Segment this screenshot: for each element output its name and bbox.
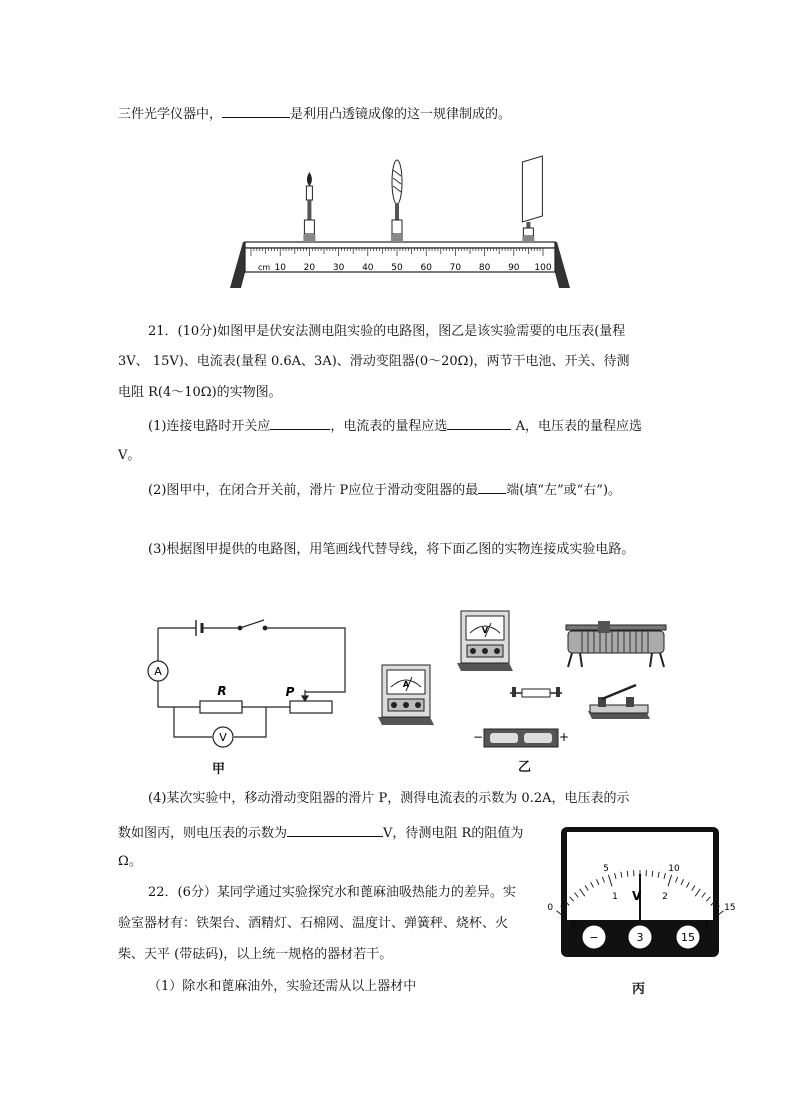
ruler-tick-label: 50 bbox=[391, 263, 403, 273]
q21-part-1: (1)连接电路时开关应 ，电流表的量程应选 A，电压表的量程应选 bbox=[148, 415, 642, 436]
voltmeter-device-label: V bbox=[481, 626, 489, 635]
caption-yi: 乙 bbox=[518, 760, 532, 775]
q21-part-3: (3)根据图甲提供的电路图，用笔画线代替导线，将下面乙图的实物连接成实验电路。 bbox=[148, 542, 635, 557]
slider-label: P bbox=[285, 685, 295, 699]
ruler-tick-label: 40 bbox=[362, 263, 374, 273]
dial-inner-label: 1 bbox=[612, 891, 618, 902]
light-screen bbox=[522, 156, 542, 242]
q21-part-2: (2)图甲中，在闭合开关前，滑片 P应位于滑动变阻器的最 端(填“左”或“右”)。 bbox=[148, 479, 621, 500]
rheostat-device bbox=[566, 621, 666, 667]
voltmeter-device bbox=[457, 611, 513, 671]
q21-part-1-end: V。 bbox=[118, 448, 141, 463]
terminal-negative-label: − bbox=[589, 931, 599, 944]
ruler-tick-label: 10 bbox=[274, 263, 286, 273]
q21-part-4-line-3: Ω。 bbox=[118, 854, 142, 869]
ammeter-symbol-label: A bbox=[154, 665, 162, 678]
ruler-tick-label: 30 bbox=[332, 263, 345, 273]
answer-blank-ammeter-range[interactable] bbox=[447, 415, 511, 430]
ammeter-device-label: A bbox=[402, 680, 410, 689]
dial-unit: V bbox=[632, 889, 642, 903]
intro-line: 三件光学仪器中， 是利用凸透镜成像的这一规律制成的。 bbox=[118, 103, 511, 124]
ruler-unit-label: cm bbox=[258, 263, 271, 272]
ruler-tick-label: 60 bbox=[420, 263, 432, 273]
dial-outer-label: 15 bbox=[724, 902, 736, 913]
answer-blank-switch[interactable] bbox=[270, 415, 330, 430]
q21-stem-1: 21．(10分)如图甲是伏安法测电阻实验的电路图，图乙是该实验需要的电压表(量程 bbox=[148, 324, 626, 339]
q21-stem-3: 电阻 R(4～10Ω)的实物图。 bbox=[118, 385, 282, 400]
battery-pack bbox=[484, 729, 558, 747]
candle bbox=[303, 172, 315, 242]
dial-outer-label: 0 bbox=[547, 902, 554, 913]
answer-blank-slider-end[interactable] bbox=[478, 479, 506, 494]
switch-device bbox=[588, 685, 650, 719]
resistor-device bbox=[510, 687, 562, 697]
optical-bench-figure bbox=[225, 160, 575, 295]
dial-outer-label: 5 bbox=[603, 864, 609, 875]
battery-plus-label: + bbox=[558, 730, 570, 744]
q22-stem-1: 22．(6分）某同学通过实验探究水和蓖麻油吸热能力的差异。实 bbox=[148, 885, 516, 900]
answer-blank-voltage[interactable] bbox=[287, 822, 383, 837]
caption-bing: 丙 bbox=[632, 982, 646, 997]
caption-jia: 甲 bbox=[212, 762, 226, 777]
ammeter-device bbox=[378, 665, 434, 725]
resistor-label: R bbox=[217, 684, 227, 698]
voltmeter-symbol-label: V bbox=[219, 731, 227, 744]
q21-part-4-line-1: (4)某次实验中，移动滑动变阻器的滑片 P，测得电流表的示数为 0.2A，电压表的示 bbox=[148, 791, 630, 806]
terminal-3v-label: 3 bbox=[636, 931, 644, 944]
q21-part-4-line-2: 数如图丙，则电压表的示数为 V，待测电阻 R的阻值为 bbox=[118, 822, 523, 843]
ruler-tick-label: 90 bbox=[508, 263, 520, 273]
answer-blank[interactable] bbox=[222, 103, 290, 118]
convex-lens bbox=[391, 160, 403, 242]
ruler-tick-label: 100 bbox=[534, 263, 552, 273]
dial-inner-label: 0 bbox=[570, 920, 577, 931]
circuit-diagram-jia bbox=[140, 612, 355, 747]
ruler-tick-label: 70 bbox=[449, 263, 462, 273]
apparatus-figure-yi bbox=[372, 605, 667, 765]
q22-stem-2: 验室器材有：铁架台、酒精灯、石棉网、温度计、弹簧秤、烧杯、火 bbox=[118, 916, 509, 931]
dial-inner-label: 3 bbox=[703, 920, 710, 931]
ruler-tick-label: 20 bbox=[303, 263, 316, 273]
q22-stem-3: 柴、天平 (带砝码)，以上统一规格的器材若干。 bbox=[118, 947, 393, 962]
voltmeter-dial-bing bbox=[547, 826, 736, 958]
dial-inner-label: 2 bbox=[662, 891, 668, 902]
battery-minus-label: − bbox=[472, 730, 484, 744]
terminal-15v-label: 15 bbox=[681, 931, 695, 944]
ruler-tick-label: 80 bbox=[478, 263, 491, 273]
dial-outer-label: 10 bbox=[668, 864, 680, 875]
q21-stem-2: 3V、 15V)、电流表(量程 0.6A、3A)、滑动变阻器(0～20Ω)，两节干电池、开关、待测 bbox=[118, 354, 630, 369]
q22-part-1: （1）除水和蓖麻油外，实验还需从以上器材中 bbox=[148, 979, 417, 994]
bench-rail bbox=[245, 242, 555, 248]
